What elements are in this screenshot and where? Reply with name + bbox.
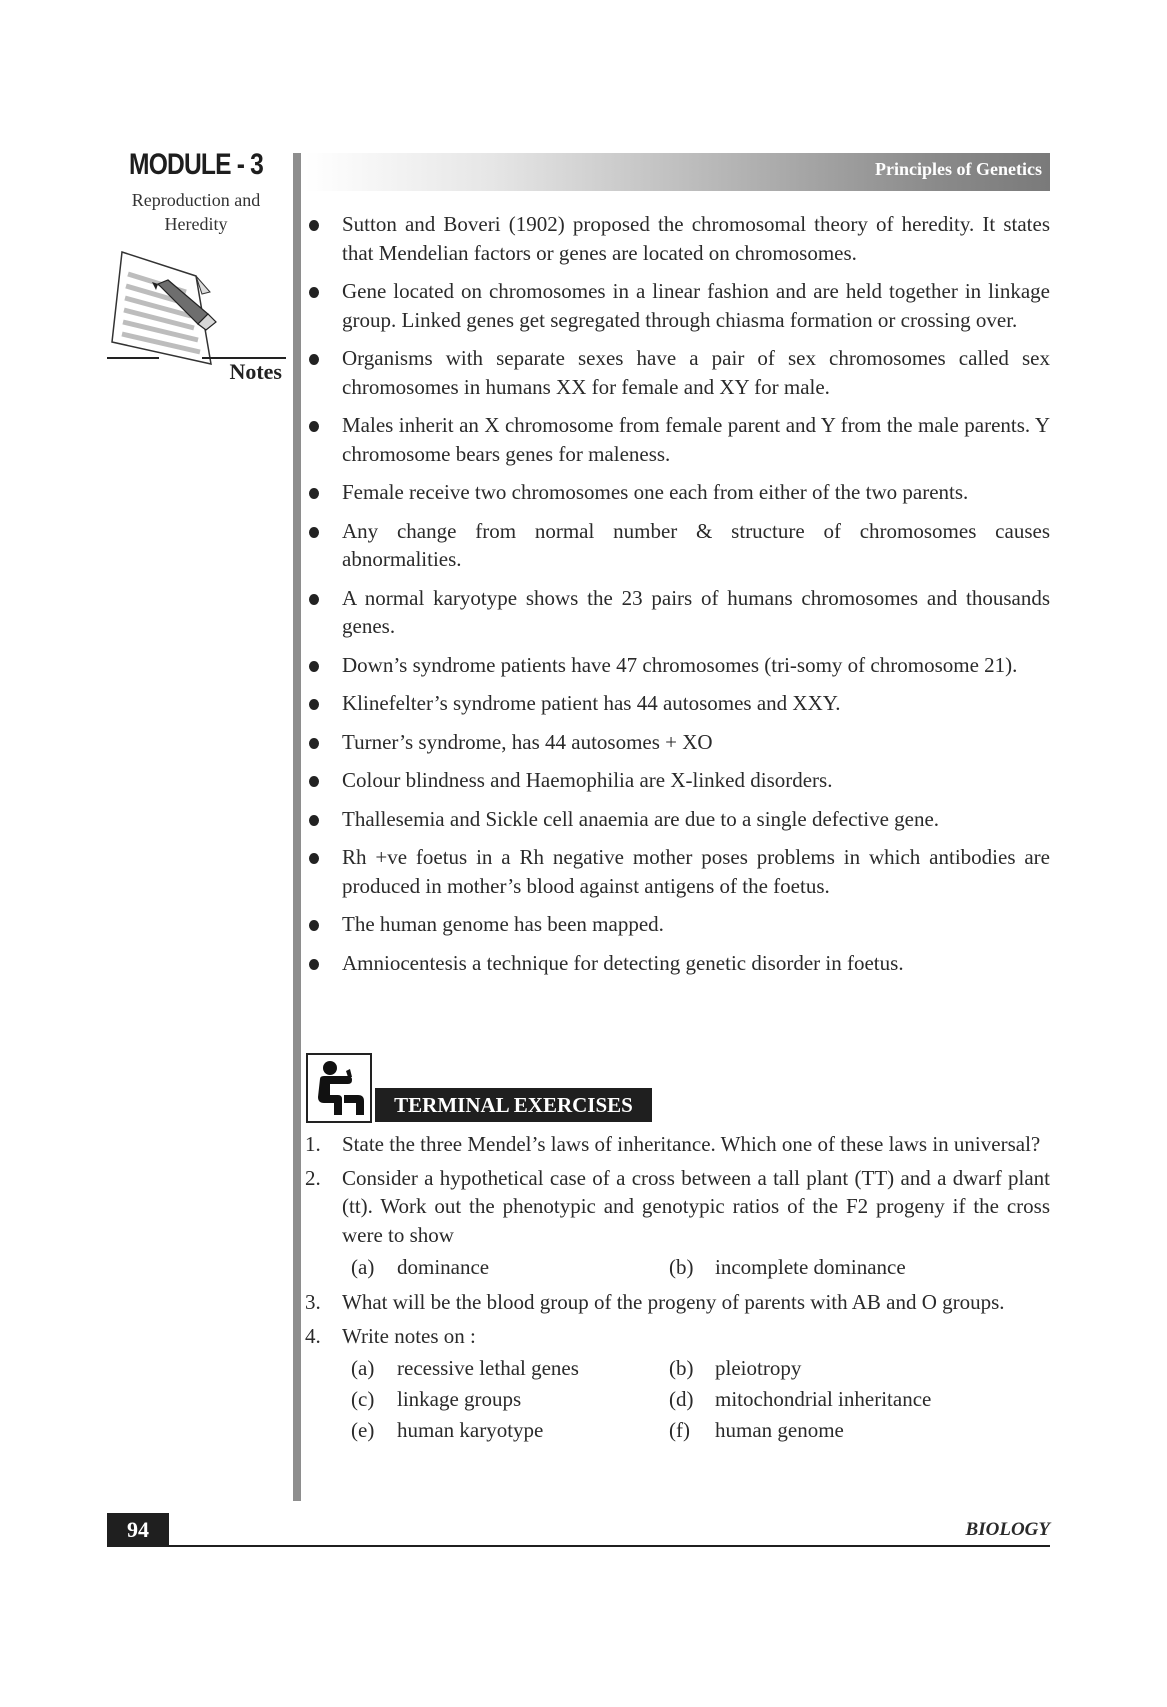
summary-point: Turner’s syndrome, has 44 autosomes + XO [305,728,1050,757]
summary-point: Klinefelter’s syndrome patient has 44 autosomes and XXY. [305,689,1050,718]
exercise-number: 3. [305,1290,321,1314]
exercise-item [305,1288,1050,1317]
exercise-item [305,1164,1050,1284]
bullet-icon [309,920,319,931]
chapter-header-band [305,153,1050,191]
exercise-item [305,1322,1050,1447]
bullet-icon [309,738,319,749]
sub-option: (c) linkage groups [351,1387,522,1411]
sub-option: (a) recessive lethal genes [351,1356,579,1380]
summary-point: Any change from normal number & structure of chromosomes causes abnormalities. [305,517,1050,574]
exercise-number: 2. [305,1165,321,1190]
bullet-icon [309,853,319,864]
summary-point: The human genome has been mapped. [305,910,1050,939]
page-number: 94 [107,1513,169,1547]
summary-point: Organisms with separate sexes have a pair of sex chromosomes called sex chromosomes in humans XX for female and XY for male. [305,344,1050,401]
module-subtitle-line1: Reproduction and [131,190,261,210]
sub-option: (e) human karyotype [351,1418,544,1442]
summary-point: Amniocentesis a technique for detecting genetic disorder in foetus. [305,949,1050,978]
exercise-text: What will be the blood group of the progeny of parents with AB and O groups. [342,1290,1005,1314]
sub-option: (b) incomplete dominance [669,1255,906,1279]
sub-option: (b) pleiotropy [669,1356,802,1380]
student-writing-icon [306,1053,372,1123]
terminal-exercises-title: TERMINAL EXERCISES [375,1088,652,1122]
bullet-icon [309,220,319,231]
bullet-icon [309,421,319,432]
exercise-text: Write notes on : [342,1323,476,1348]
bullet-icon [309,354,319,365]
bullet-icon [309,287,319,298]
summary-point: Males inherit an X chromosome from female parent and Y from the male parents. Y chromosome bears genes for maleness. [305,411,1050,468]
chapter-title: Principles of Genetics [875,159,1042,179]
summary-point: Female receive two chromosomes one each from either of the two parents. [305,478,1050,507]
bullet-icon [309,661,319,672]
sub-option: (a) dominance [351,1255,490,1279]
exercise-sub-options [342,1252,1050,1283]
module-title: MODULE - 3 [129,148,263,181]
summary-point: Gene located on chromosomes in a linear fashion and are held together in linkage group. Linked genes get segregated through chiasma formation or crossing over. [305,277,1050,334]
bullet-icon [309,815,319,826]
exercise-text: State the three Mendel’s laws of inheritance. Which one of these laws in universal? [342,1132,1041,1156]
footer-subject: BIOLOGY [965,1519,1050,1540]
exercise-item [305,1130,1050,1159]
margin-bar [293,153,301,1501]
bullet-icon [309,488,319,499]
bullet-icon [309,594,319,605]
bullet-icon [309,699,319,710]
bullet-icon [309,776,319,787]
exercise-number: 4. [305,1323,321,1348]
summary-point: Thallesemia and Sickle cell anaemia are due to a single defective gene. [305,805,1050,834]
notepad-pencil-icon [106,244,286,374]
summary-list [305,210,1050,977]
bullet-icon [309,527,319,538]
summary-point: Sutton and Boveri (1902) proposed the chromosomal theory of heredity. It states that Mendelian factors or genes are located on chromosomes. [305,210,1050,267]
summary-point: Down’s syndrome patients have 47 chromosomes (tri-somy of chromosome 21). [305,651,1050,680]
notes-divider-left [107,357,159,359]
sub-option: (f) human genome [669,1418,844,1442]
module-subtitle [106,188,286,236]
exercises-list [305,1130,1050,1451]
notes-label: Notes [229,359,282,384]
summary-point: Colour blindness and Haemophilia are X-linked disorders. [305,766,1050,795]
exercise-sub-options [342,1353,1050,1446]
summary-point: Rh +ve foetus in a Rh negative mother poses problems in which antibodies are produced in mother’s blood against antigens of the foetus. [305,843,1050,900]
bullet-icon [309,959,319,970]
summary-section [305,210,1050,987]
summary-point: A normal karyotype shows the 23 pairs of humans chromosomes and thousands genes. [305,584,1050,641]
sub-option: (d) mitochondrial inheritance [669,1387,932,1411]
exercise-text: Consider a hypothetical case of a cross between a tall plant (TT) and a dwarf plant (tt). Work out the phenotypic and genotypic ratios of the F2 progeny if the cross were to show [342,1165,1050,1247]
terminal-exercises-heading [306,1053,666,1123]
module-subtitle-line2: Heredity [164,214,228,234]
exercise-number: 1. [305,1132,321,1156]
footer-rule [107,1545,1050,1547]
